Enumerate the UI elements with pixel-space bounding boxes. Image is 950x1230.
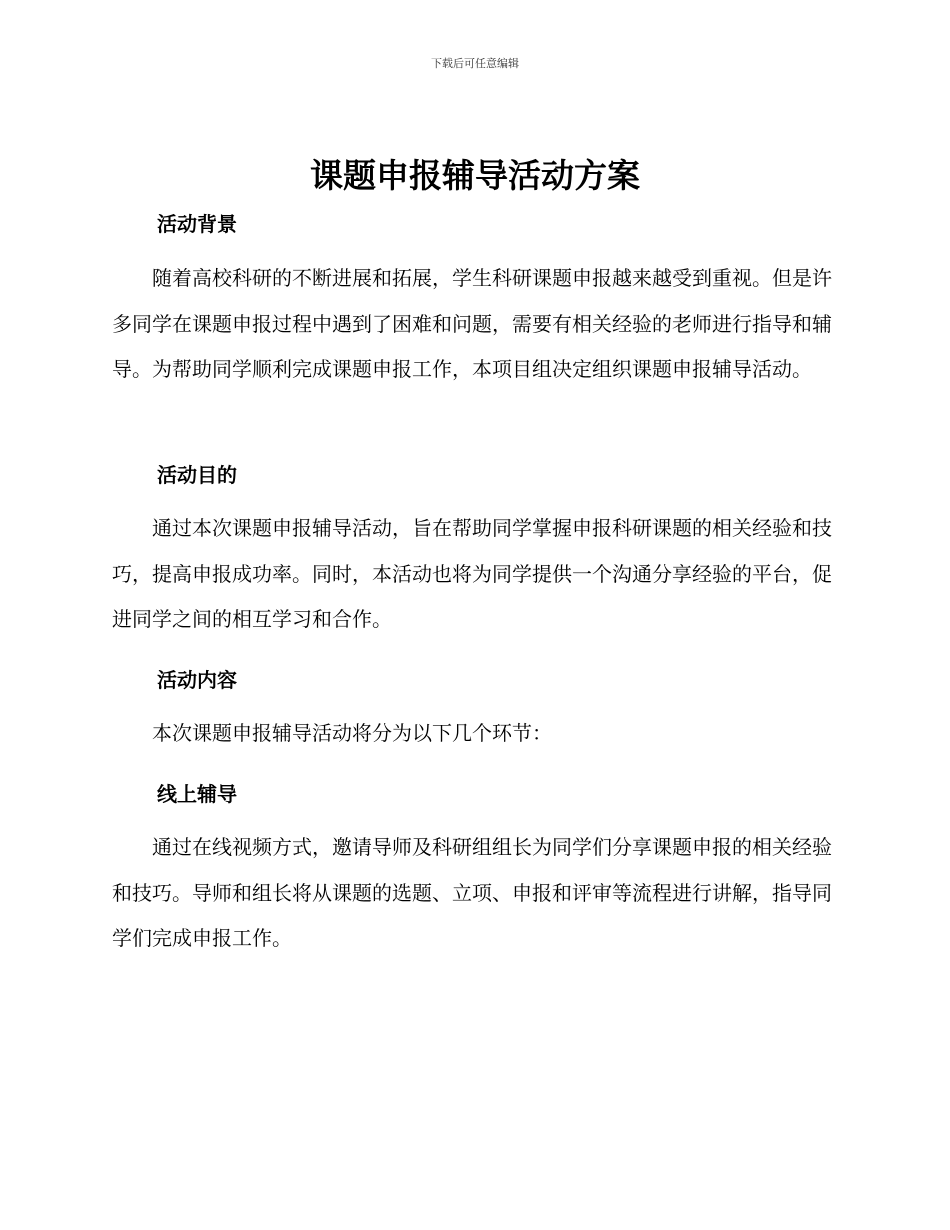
section-heading-purpose: 活动目的 (157, 463, 237, 487)
section-body-content: 本次课题申报辅导活动将分为以下几个环节： (152, 721, 552, 745)
section-heading-online-coaching: 线上辅导 (157, 782, 237, 806)
page-title: 课题申报辅导活动方案 (310, 156, 640, 195)
section-body-background: 随着高校科研的不断进展和拓展，学生科研课题申报越来越受到重视。但是许多同学在课题申报过程中遇到了困难和问题，需要有相关经验的老师进行指导和辅导。为帮助同学顺利完成课题申报工作，本项目组决定组织课题申报辅导活动。 (112, 266, 832, 381)
download-note: 下载后可任意编辑 (431, 57, 519, 70)
section-body-online-coaching: 通过在线视频方式，邀请导师及科研组组长为同学们分享课题申报的相关经验和技巧。导师和组长将从课题的选题、立项、申报和评审等流程进行讲解，指导同学们完成申报工作。 (112, 835, 832, 950)
section-body-purpose: 通过本次课题申报辅导活动，旨在帮助同学掌握申报科研课题的相关经验和技巧，提高申报成功率。同时，本活动也将为同学提供一个沟通分享经验的平台，促进同学之间的相互学习和合作。 (112, 516, 832, 631)
section-heading-content: 活动内容 (157, 668, 237, 692)
section-heading-background: 活动背景 (157, 212, 237, 236)
